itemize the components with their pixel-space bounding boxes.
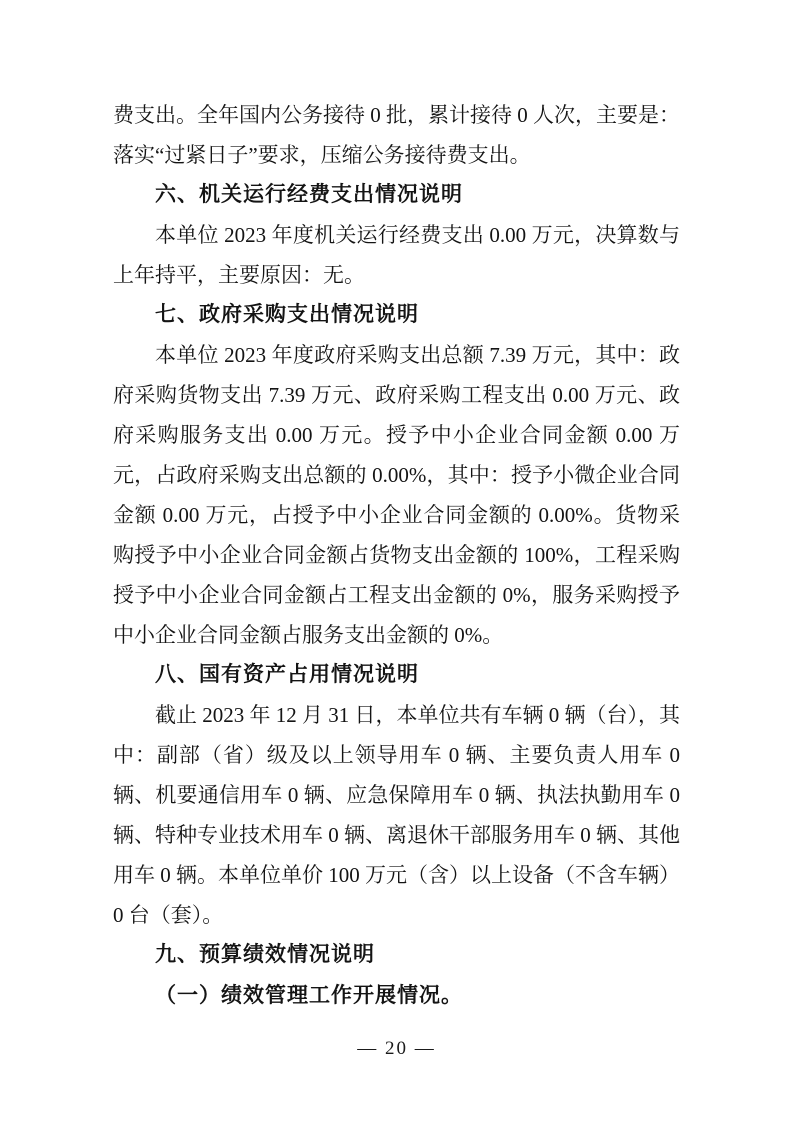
paragraph-reception-continued: 费支出。全年国内公务接待 0 批，累计接待 0 人次，主要是：落实“过紧日子”要求，压缩公务接待费支出。 [113, 103, 680, 167]
section-heading-budget-performance: 九、预算绩效情况说明 [155, 943, 375, 966]
section-heading-government-procurement: 七、政府采购支出情况说明 [155, 303, 419, 326]
sub-heading-performance-management: （一）绩效管理工作开展情况。 [155, 983, 463, 1007]
document-body [113, 95, 680, 1015]
page-number: — 20 — [357, 1038, 436, 1059]
paragraph-operating-expenses: 本单位 2023 年度机关运行经费支出 0.00 万元，决算数与上年持平，主要原因：无。 [113, 223, 680, 287]
paragraph-state-assets: 截止 2023 年 12 月 31 日，本单位共有车辆 0 辆（台），其中：副部（省）级及以上领导用车 0 辆、主要负责人用车 0 辆、机要通信用车 0 辆、应急保障用车 0 辆、执法执勤用车 0 辆、特种专业技术用车 0 辆、离退休干部服务用车 0 辆、其他用车 0 辆。本单位单价 100 万元（含）以上设备（不含车辆）0 台（套）。 [113, 703, 680, 927]
section-heading-state-assets: 八、国有资产占用情况说明 [155, 663, 419, 686]
paragraph-government-procurement: 本单位 2023 年度政府采购支出总额 7.39 万元，其中：政府采购货物支出 7.39 万元、政府采购工程支出 0.00 万元、政府采购服务支出 0.00 万元。授予中小企业合同金额 0.00 万元，占政府采购支出总额的 0.00%，其中：授予小微企业合同金额 0.00 万元，占授予中小企业合同金额的 0.00%。货物采购授予中小企业合同金额占货物支出金额的 100%，工程采购授予中小企业合同金额占工程支出金额的 0%，服务采购授予中小企业合同金额占服务支出金额的 0%。 [113, 343, 680, 647]
section-heading-operating-expenses: 六、机关运行经费支出情况说明 [155, 183, 463, 206]
